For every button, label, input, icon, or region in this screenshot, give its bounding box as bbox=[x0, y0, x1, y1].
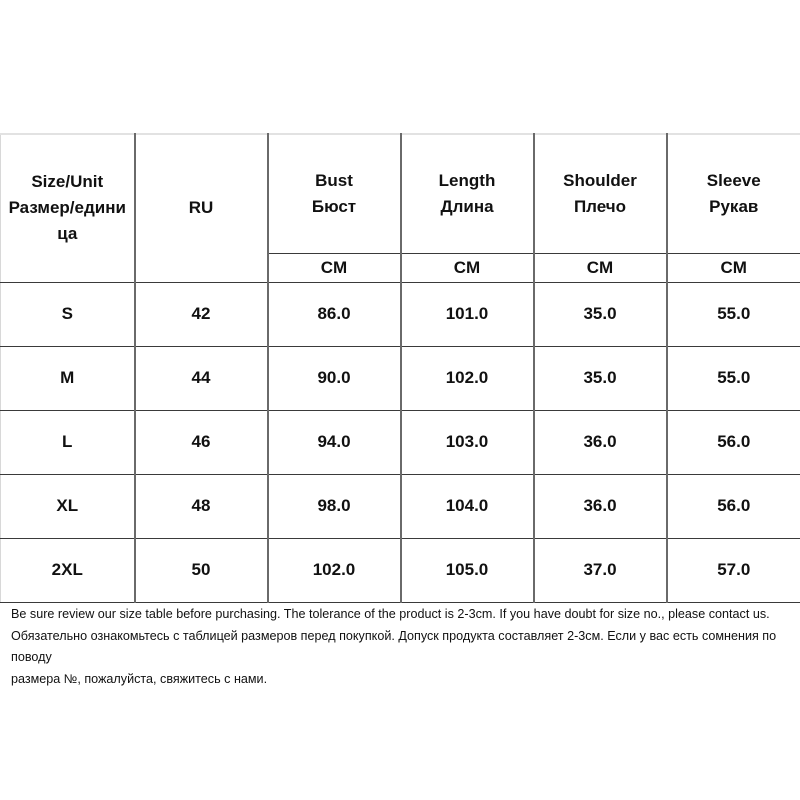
table-row bbox=[1, 282, 800, 346]
cell-ru: 42 bbox=[135, 282, 268, 346]
cell-shoulder: 35.0 bbox=[534, 346, 667, 410]
cell-length: 101.0 bbox=[401, 282, 534, 346]
cell-length: 103.0 bbox=[401, 410, 534, 474]
header-row bbox=[1, 134, 800, 253]
unit-shoulder: CM bbox=[534, 253, 667, 282]
header-sleeve-ru: Рукав bbox=[709, 196, 759, 216]
cell-length: 105.0 bbox=[401, 538, 534, 602]
header-size-unit bbox=[1, 134, 135, 282]
cell-ru: 44 bbox=[135, 346, 268, 410]
cell-shoulder: 37.0 bbox=[534, 538, 667, 602]
header-size-unit-ru-line2: ца bbox=[57, 224, 78, 244]
unit-length: CM bbox=[401, 253, 534, 282]
size-table bbox=[0, 133, 800, 603]
cell-size: M bbox=[1, 346, 135, 410]
header-ru-label: RU bbox=[188, 198, 214, 218]
cell-sleeve: 55.0 bbox=[667, 346, 800, 410]
cell-ru: 48 bbox=[135, 474, 268, 538]
cell-length: 102.0 bbox=[401, 346, 534, 410]
header-size-unit-en: Size/Unit bbox=[31, 172, 104, 192]
header-size-unit-ru-line1: Размер/едини bbox=[8, 198, 126, 218]
cell-bust: 102.0 bbox=[268, 538, 401, 602]
header-length-en: Length bbox=[438, 170, 496, 190]
table-row bbox=[1, 474, 800, 538]
unit-sleeve: CM bbox=[667, 253, 800, 282]
cell-size: L bbox=[1, 410, 135, 474]
cell-shoulder: 36.0 bbox=[534, 410, 667, 474]
cell-ru: 50 bbox=[135, 538, 268, 602]
cell-bust: 86.0 bbox=[268, 282, 401, 346]
header-shoulder-en: Shoulder bbox=[563, 170, 637, 190]
cell-bust: 94.0 bbox=[268, 410, 401, 474]
cell-size: 2XL bbox=[1, 538, 135, 602]
header-sleeve bbox=[667, 134, 800, 253]
size-notes bbox=[11, 604, 796, 690]
table-row bbox=[1, 538, 800, 602]
cell-bust: 90.0 bbox=[268, 346, 401, 410]
cell-sleeve: 55.0 bbox=[667, 282, 800, 346]
cell-size: XL bbox=[1, 474, 135, 538]
note-russian-line2: размера №, пожалуйста, свяжитесь с нами. bbox=[11, 671, 268, 686]
header-length bbox=[401, 134, 534, 253]
header-bust bbox=[268, 134, 401, 253]
table-row bbox=[1, 410, 800, 474]
header-shoulder-ru: Плечо bbox=[573, 196, 627, 216]
header-bust-en: Bust bbox=[315, 170, 353, 190]
note-russian-line1: Обязательно ознакомьтесь с таблицей размеров перед покупкой. Допуск продукта составляет 2-3см. Если у вас есть сомнения по поводу bbox=[11, 628, 777, 664]
header-length-ru: Длина bbox=[440, 196, 494, 216]
cell-shoulder: 35.0 bbox=[534, 282, 667, 346]
cell-bust: 98.0 bbox=[268, 474, 401, 538]
unit-bust: CM bbox=[268, 253, 401, 282]
cell-shoulder: 36.0 bbox=[534, 474, 667, 538]
cell-sleeve: 56.0 bbox=[667, 410, 800, 474]
cell-size: S bbox=[1, 282, 135, 346]
cell-length: 104.0 bbox=[401, 474, 534, 538]
header-shoulder bbox=[534, 134, 667, 253]
header-bust-ru: Бюст bbox=[311, 196, 357, 216]
cell-sleeve: 57.0 bbox=[667, 538, 800, 602]
header-sleeve-en: Sleeve bbox=[706, 170, 761, 190]
cell-sleeve: 56.0 bbox=[667, 474, 800, 538]
cell-ru: 46 bbox=[135, 410, 268, 474]
header-ru bbox=[135, 134, 268, 282]
table-row bbox=[1, 346, 800, 410]
note-english: Be sure review our size table before purchasing. The tolerance of the product is 2-3cm. If you have doubt for size no., please contact us. bbox=[11, 607, 770, 621]
